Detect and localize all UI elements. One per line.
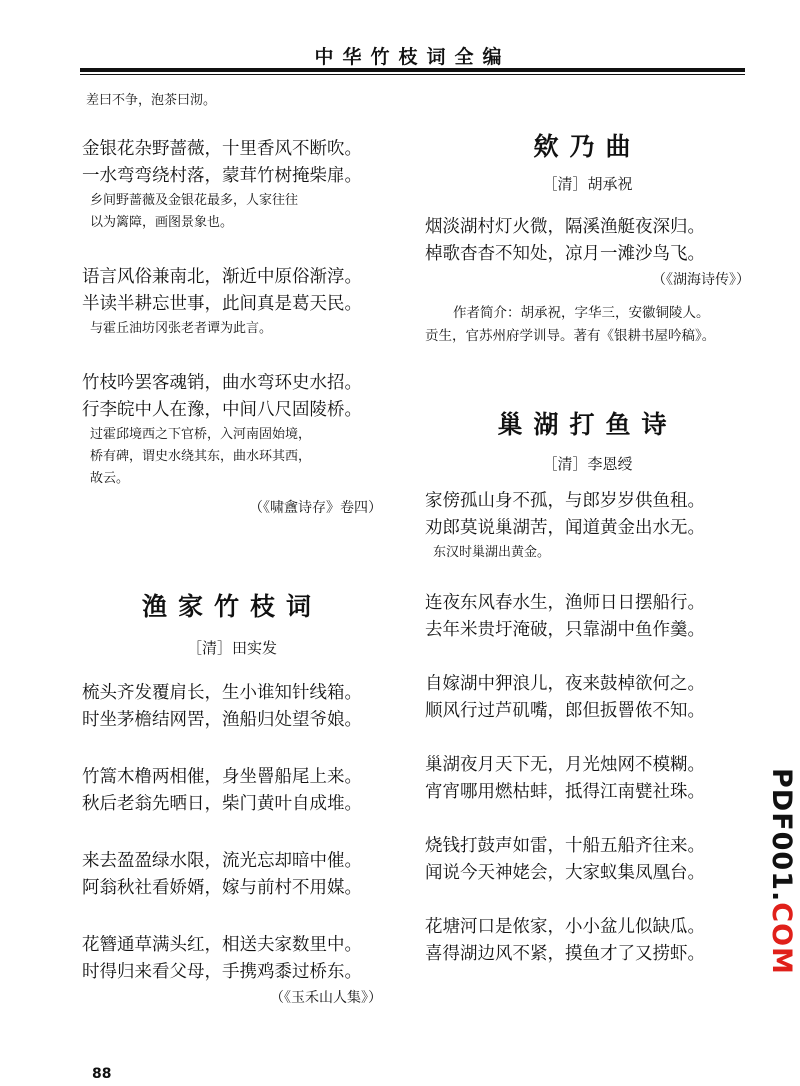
left-column	[82, 90, 382, 1010]
source-citation: （《玉禾山人集》）	[270, 990, 382, 1006]
stanza	[82, 136, 382, 234]
stanza	[425, 590, 750, 644]
poem-line: 一水弯弯绕村落，蒙茸竹树掩柴扉。	[82, 166, 362, 186]
poem-author: ［清］李恩绶	[542, 455, 633, 473]
poem-line: 竹枝吟罢客魂销，曲水弯环史水招。	[82, 373, 362, 393]
stanza	[82, 764, 382, 818]
poem-line: 家傍孤山身不孤，与郎岁岁供鱼租。	[425, 491, 705, 511]
header-rule-thick	[80, 68, 745, 72]
annotation: 过霍邱境西之下官桥，入河南固始境，	[90, 427, 312, 442]
poem-line: 秋后老翁先晒日，柴门黄叶自成堆。	[82, 794, 362, 814]
header-rule-thin	[80, 74, 745, 75]
poem-line: 去年米贵圩淹破，只靠湖中鱼作羹。	[425, 620, 705, 640]
source-citation: （《湖海诗传》）	[652, 272, 750, 288]
poem-line: 喜得湖边风不紧，摸鱼才了又捞虾。	[425, 944, 705, 964]
intro-line: 作者简介：胡承祝，字华三，安徽铜陵人。	[453, 305, 710, 321]
poem-author: ［清］田实发	[186, 639, 277, 657]
poem-line: 连夜东风春水生，渔师日日摆船行。	[425, 593, 705, 613]
page-header	[80, 40, 745, 74]
intro-line: 贡生，官苏州府学训导。著有《银耕书屋吟稿》。	[425, 328, 716, 344]
poem-line: 时坐茅檐结网罟，渔船归处望爷娘。	[82, 710, 362, 730]
poem-line: 行李皖中人在豫，中间八尺固陵桥。	[82, 400, 362, 420]
annotation: 以为篱障，画图景象也。	[90, 215, 234, 230]
poem-line: 语言风俗兼南北，渐近中原俗渐淳。	[82, 267, 362, 287]
poem-line: 烧钱打鼓声如雷，十船五船齐往来。	[425, 836, 705, 856]
poem-line: 梳头齐发覆肩长，生小谁知针线箱。	[82, 683, 362, 703]
annotation: 与霍丘油坊冈张老者谭为此言。	[90, 321, 273, 336]
poem-line: 来去盈盈绿水限，流光忘却暗中催。	[82, 851, 362, 871]
stanza	[82, 370, 382, 490]
stanza	[425, 914, 750, 968]
stanza	[82, 932, 382, 986]
poem-line: 烟淡湖村灯火微，隔溪渔艇夜深归。	[425, 217, 705, 237]
watermark	[757, 768, 797, 975]
poem-line: 棹歌杳杳不知处，凉月一滩沙鸟飞。	[425, 244, 705, 264]
author-intro	[425, 302, 750, 348]
source-citation: （《啸盦诗存》卷四）	[249, 500, 382, 516]
poem-title: 欸乃曲	[533, 132, 642, 161]
annotation: 东汉时巢湖出黄金。	[433, 545, 551, 560]
poem-line: 半读半耕忘世事，此间真是葛天民。	[82, 294, 362, 314]
poem-title: 渔家竹枝词	[141, 592, 322, 621]
poem-line: 自嫁湖中狎浪儿，夜来鼓棹欲何之。	[425, 674, 705, 694]
stanza	[425, 488, 750, 564]
annotation: 桥有碑，谓史水绕其东，曲水环其西，	[90, 449, 312, 464]
poem-line: 竹篙木橹两相催，身坐罾船尾上来。	[82, 767, 362, 787]
poem-line: 时得归来看父母，手携鸡黍过桥东。	[82, 962, 362, 982]
stanza	[82, 680, 382, 734]
watermark-main: PDF001.	[766, 768, 797, 903]
annotation: 故云。	[90, 471, 130, 486]
poem-line: 劝郎莫说巢湖苦，闻道黄金出水无。	[425, 518, 705, 538]
stanza	[425, 214, 750, 268]
poem-line: 闻说今天神姥会，大家蚁集凤凰台。	[425, 863, 705, 883]
annotation: 乡间野蔷薇及金银花最多，人家往往	[90, 193, 299, 208]
stanza	[82, 264, 382, 340]
stanza	[82, 848, 382, 902]
poem-line: 阿翁秋社看娇婿，嫁与前村不用媒。	[82, 878, 362, 898]
watermark-suffix: COM	[766, 902, 797, 975]
page-number: 88	[92, 1066, 112, 1082]
poem-line: 花塘河口是侬家，小小盆儿似缺瓜。	[425, 917, 705, 937]
stanza	[425, 671, 750, 725]
poem-author: ［清］胡承祝	[542, 175, 633, 193]
top-note: 差曰不争，泡茶曰沏。	[86, 93, 217, 108]
poem-line: 宵宵哪用燃枯蚌，抵得江南甓社珠。	[425, 782, 705, 802]
poem-line: 金银花杂野蔷薇，十里香风不断吹。	[82, 139, 362, 159]
book-title: 中华竹枝词全编	[314, 46, 511, 68]
poem-line: 巢湖夜月天下无，月光烛网不模糊。	[425, 755, 705, 775]
poem-line: 花簪通草满头红，相送夫家数里中。	[82, 935, 362, 955]
right-column	[425, 90, 750, 968]
poem-title: 巢湖打鱼诗	[497, 410, 678, 439]
stanza	[425, 833, 750, 887]
stanza	[425, 752, 750, 806]
poem-line: 顺风行过芦矶嘴，郎但扳罾侬不知。	[425, 701, 705, 721]
